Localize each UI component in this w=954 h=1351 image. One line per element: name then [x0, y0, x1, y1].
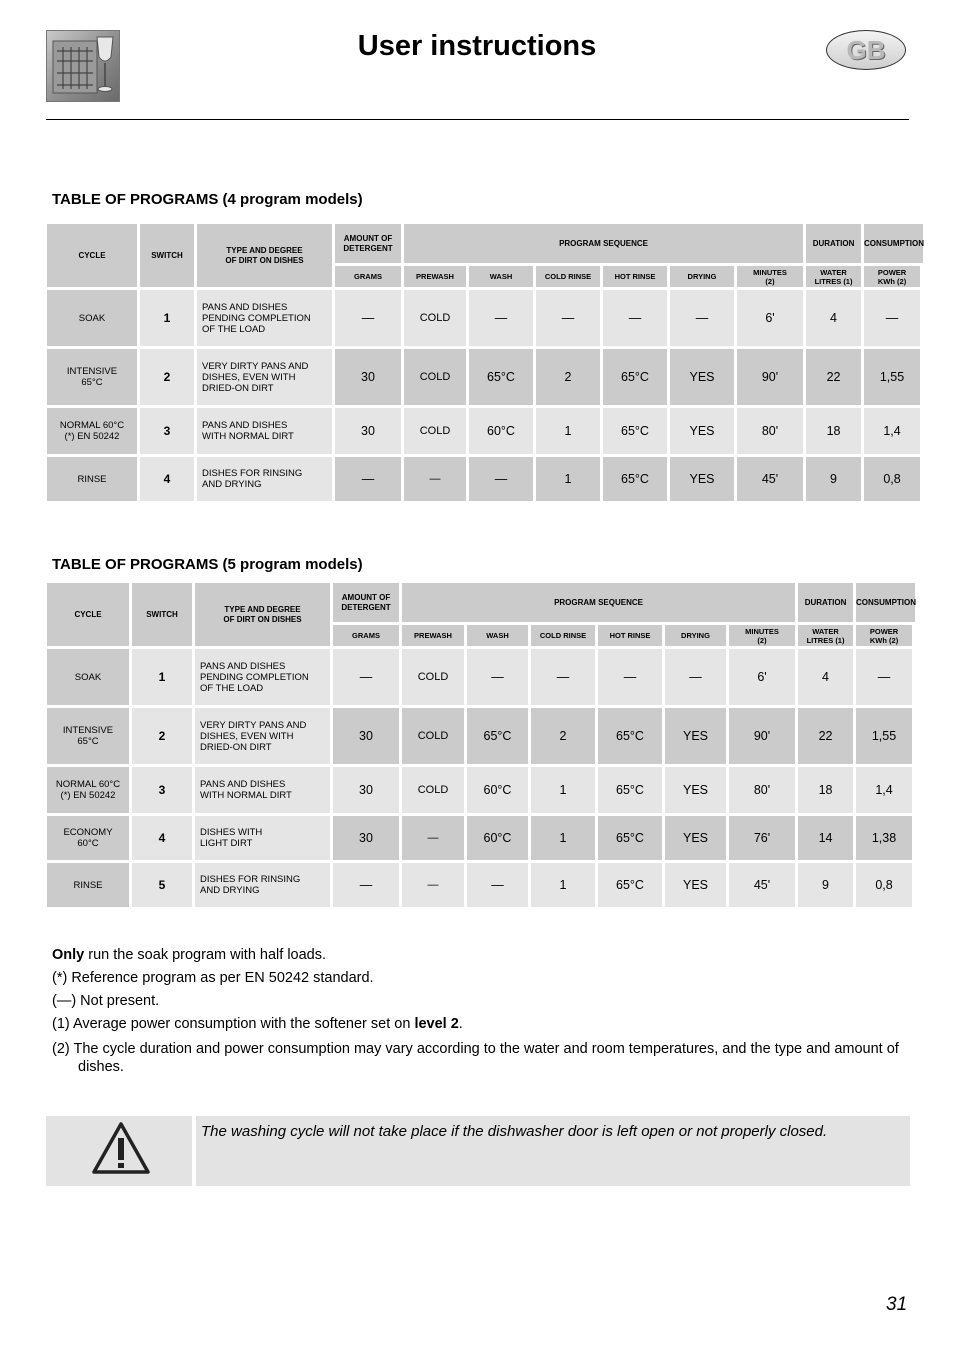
header-prewash: PREWASH	[402, 625, 464, 646]
header-prewash: PREWASH	[404, 266, 466, 287]
header-minutes: MINUTES (2)	[737, 266, 803, 287]
header-consumption: CONSUMPTION	[864, 224, 923, 263]
grams-cell: 30	[333, 816, 399, 860]
water-cell: 4	[806, 290, 861, 346]
drying-cell: YES	[665, 816, 726, 860]
dirt-type-cell: VERY DIRTY PANS AND DISHES, EVEN WITH DRIED-ON DIRT	[197, 349, 332, 405]
header-duration: DURATION	[798, 583, 853, 622]
wash-cell: —	[469, 457, 533, 501]
header-detergent: AMOUNT OF DETERGENT	[335, 224, 401, 263]
grams-cell: —	[333, 863, 399, 907]
dirt-type-cell: DISHES FOR RINSING AND DRYING	[197, 457, 332, 501]
note-only: Only run the soak program with half loads.	[52, 947, 327, 963]
power-cell: 0,8	[864, 457, 920, 501]
water-cell: 22	[798, 708, 853, 764]
hot-rinse-cell: 65°C	[603, 349, 667, 405]
header-minutes: MINUTES (2)	[729, 625, 795, 646]
power-cell: —	[856, 649, 912, 705]
header-power: POWER KWh (2)	[856, 625, 912, 646]
hot-rinse-cell: 65°C	[598, 863, 662, 907]
header-cycle: CYCLE	[47, 583, 129, 646]
wash-cell: 65°C	[467, 708, 528, 764]
header-water: WATER LITRES (1)	[806, 266, 861, 287]
power-cell: 0,8	[856, 863, 912, 907]
power-cell: 1,4	[864, 408, 920, 454]
table-row	[47, 649, 915, 705]
grams-cell: —	[335, 457, 401, 501]
wash-cell: 60°C	[467, 816, 528, 860]
water-cell: 9	[798, 863, 853, 907]
warning-text: The washing cycle will not take place if the dishwasher door is left open or not properly closed.	[201, 1123, 828, 1140]
drying-cell: —	[665, 649, 726, 705]
table-row	[47, 408, 923, 454]
note-2: (2) The cycle duration and power consumption may vary according to the water and room temperatures, and the type and amount of dishes.	[52, 1041, 899, 1075]
grams-cell: 30	[333, 767, 399, 813]
grams-cell: —	[333, 649, 399, 705]
grams-cell: —	[335, 290, 401, 346]
hot-rinse-cell: 65°C	[603, 457, 667, 501]
table-row	[47, 767, 915, 813]
table-row	[47, 349, 923, 405]
cycle-cell: SOAK	[47, 290, 137, 346]
header-hot-rinse: HOT RINSE	[603, 266, 667, 287]
page-title: User instructions	[357, 30, 597, 62]
wash-cell: 60°C	[469, 408, 533, 454]
header-dirt-type: TYPE AND DEGREE OF DIRT ON DISHES	[195, 583, 330, 646]
header-consumption: CONSUMPTION	[856, 583, 915, 622]
wash-cell: —	[467, 649, 528, 705]
header-wash: WASH	[467, 625, 528, 646]
language-badge: GB	[826, 30, 906, 70]
switch-cell: 5	[132, 863, 192, 907]
minutes-cell: 80'	[737, 408, 803, 454]
header-cold-rinse: COLD RINSE	[531, 625, 595, 646]
table-row	[47, 816, 915, 860]
header-power: POWER KWh (2)	[864, 266, 920, 287]
cycle-cell: SOAK	[47, 649, 129, 705]
switch-cell: 4	[140, 457, 194, 501]
switch-cell: 1	[140, 290, 194, 346]
minutes-cell: 45'	[729, 863, 795, 907]
prewash-cell: COLD	[404, 408, 466, 454]
prewash-cell: COLD	[402, 708, 464, 764]
header-drying: DRYING	[670, 266, 734, 287]
minutes-cell: 76'	[729, 816, 795, 860]
cold-rinse-cell: 1	[536, 408, 600, 454]
table-row	[47, 863, 915, 907]
wash-cell: 65°C	[469, 349, 533, 405]
water-cell: 9	[806, 457, 861, 501]
cycle-cell: RINSE	[47, 863, 129, 907]
cycle-cell: INTENSIVE 65°C	[47, 708, 129, 764]
power-cell: 1,55	[856, 708, 912, 764]
cycle-cell: NORMAL 60°C (*) EN 50242	[47, 408, 137, 454]
program-table-5	[44, 580, 918, 910]
table-row	[47, 708, 915, 764]
warning-icon-box	[46, 1116, 192, 1186]
hot-rinse-cell: 65°C	[603, 408, 667, 454]
grams-cell: 30	[335, 408, 401, 454]
header-cycle: CYCLE	[47, 224, 137, 287]
header-hot-rinse: HOT RINSE	[598, 625, 662, 646]
switch-cell: 3	[140, 408, 194, 454]
dirt-type-cell: VERY DIRTY PANS AND DISHES, EVEN WITH DRIED-ON DIRT	[195, 708, 330, 764]
grams-cell: 30	[333, 708, 399, 764]
header-program-sequence: PROGRAM SEQUENCE	[402, 583, 795, 622]
header-grams: GRAMS	[333, 625, 399, 646]
water-cell: 14	[798, 816, 853, 860]
cold-rinse-cell: —	[536, 290, 600, 346]
cycle-cell: INTENSIVE 65°C	[47, 349, 137, 405]
cycle-cell: NORMAL 60°C (*) EN 50242	[47, 767, 129, 813]
header-grams: GRAMS	[335, 266, 401, 287]
prewash-cell: —	[404, 457, 466, 501]
dirt-type-cell: PANS AND DISHES PENDING COMPLETION OF THE LOAD	[197, 290, 332, 346]
notes	[52, 944, 902, 1076]
table4-title: TABLE OF PROGRAMS (4 program models)	[52, 191, 363, 208]
wash-cell: —	[469, 290, 533, 346]
switch-cell: 2	[132, 708, 192, 764]
drying-cell: YES	[670, 457, 734, 501]
prewash-cell: COLD	[402, 649, 464, 705]
cold-rinse-cell: 1	[536, 457, 600, 501]
cycle-cell: RINSE	[47, 457, 137, 501]
table-row	[47, 457, 923, 501]
prewash-cell: —	[402, 816, 464, 860]
wash-cell: —	[467, 863, 528, 907]
power-cell: 1,38	[856, 816, 912, 860]
header-divider	[46, 119, 909, 120]
hot-rinse-cell: —	[603, 290, 667, 346]
switch-cell: 4	[132, 816, 192, 860]
cold-rinse-cell: —	[531, 649, 595, 705]
page-number: 31	[886, 1294, 908, 1315]
power-cell: 1,4	[856, 767, 912, 813]
header-detergent: AMOUNT OF DETERGENT	[333, 583, 399, 622]
dirt-type-cell: DISHES WITH LIGHT DIRT	[195, 816, 330, 860]
switch-cell: 1	[132, 649, 192, 705]
cold-rinse-cell: 1	[531, 816, 595, 860]
header-program-sequence: PROGRAM SEQUENCE	[404, 224, 803, 263]
drying-cell: —	[670, 290, 734, 346]
header-drying: DRYING	[665, 625, 726, 646]
header-water: WATER LITRES (1)	[798, 625, 853, 646]
water-cell: 4	[798, 649, 853, 705]
water-cell: 18	[806, 408, 861, 454]
drying-cell: YES	[665, 708, 726, 764]
table-row	[47, 290, 923, 346]
note-reference: (*) Reference program as per EN 50242 standard.	[52, 970, 374, 986]
dirt-type-cell: PANS AND DISHES PENDING COMPLETION OF THE LOAD	[195, 649, 330, 705]
drying-cell: YES	[670, 349, 734, 405]
switch-cell: 2	[140, 349, 194, 405]
dirt-type-cell: PANS AND DISHES WITH NORMAL DIRT	[197, 408, 332, 454]
program-table-4	[44, 221, 926, 504]
drying-cell: YES	[670, 408, 734, 454]
dirt-type-cell: DISHES FOR RINSING AND DRYING	[195, 863, 330, 907]
hot-rinse-cell: —	[598, 649, 662, 705]
header-dirt-type: TYPE AND DEGREE OF DIRT ON DISHES	[197, 224, 332, 287]
hot-rinse-cell: 65°C	[598, 767, 662, 813]
minutes-cell: 6'	[729, 649, 795, 705]
header-duration: DURATION	[806, 224, 861, 263]
minutes-cell: 90'	[729, 708, 795, 764]
prewash-cell: COLD	[404, 290, 466, 346]
header-wash: WASH	[469, 266, 533, 287]
warning-message-box	[196, 1116, 910, 1186]
prewash-cell: COLD	[402, 767, 464, 813]
minutes-cell: 80'	[729, 767, 795, 813]
cold-rinse-cell: 1	[531, 767, 595, 813]
grams-cell: 30	[335, 349, 401, 405]
water-cell: 18	[798, 767, 853, 813]
header-cold-rinse: COLD RINSE	[536, 266, 600, 287]
dirt-type-cell: PANS AND DISHES WITH NORMAL DIRT	[195, 767, 330, 813]
cold-rinse-cell: 2	[531, 708, 595, 764]
cold-rinse-cell: 1	[531, 863, 595, 907]
cold-rinse-cell: 2	[536, 349, 600, 405]
hot-rinse-cell: 65°C	[598, 816, 662, 860]
drying-cell: YES	[665, 863, 726, 907]
warning-triangle-icon	[90, 1120, 152, 1176]
hot-rinse-cell: 65°C	[598, 708, 662, 764]
note-1: (1) Average power consumption with the softener set on level 2.	[52, 1016, 463, 1032]
power-cell: 1,55	[864, 349, 920, 405]
minutes-cell: 6'	[737, 290, 803, 346]
wash-cell: 60°C	[467, 767, 528, 813]
cycle-cell: ECONOMY 60°C	[47, 816, 129, 860]
water-cell: 22	[806, 349, 861, 405]
note-not-present: (—) Not present.	[52, 993, 160, 1009]
switch-cell: 3	[132, 767, 192, 813]
header-switch: SWITCH	[132, 583, 192, 646]
table5-title: TABLE OF PROGRAMS (5 program models)	[52, 556, 363, 573]
drying-cell: YES	[665, 767, 726, 813]
header-switch: SWITCH	[140, 224, 194, 287]
power-cell: —	[864, 290, 920, 346]
minutes-cell: 90'	[737, 349, 803, 405]
prewash-cell: —	[402, 863, 464, 907]
prewash-cell: COLD	[404, 349, 466, 405]
minutes-cell: 45'	[737, 457, 803, 501]
